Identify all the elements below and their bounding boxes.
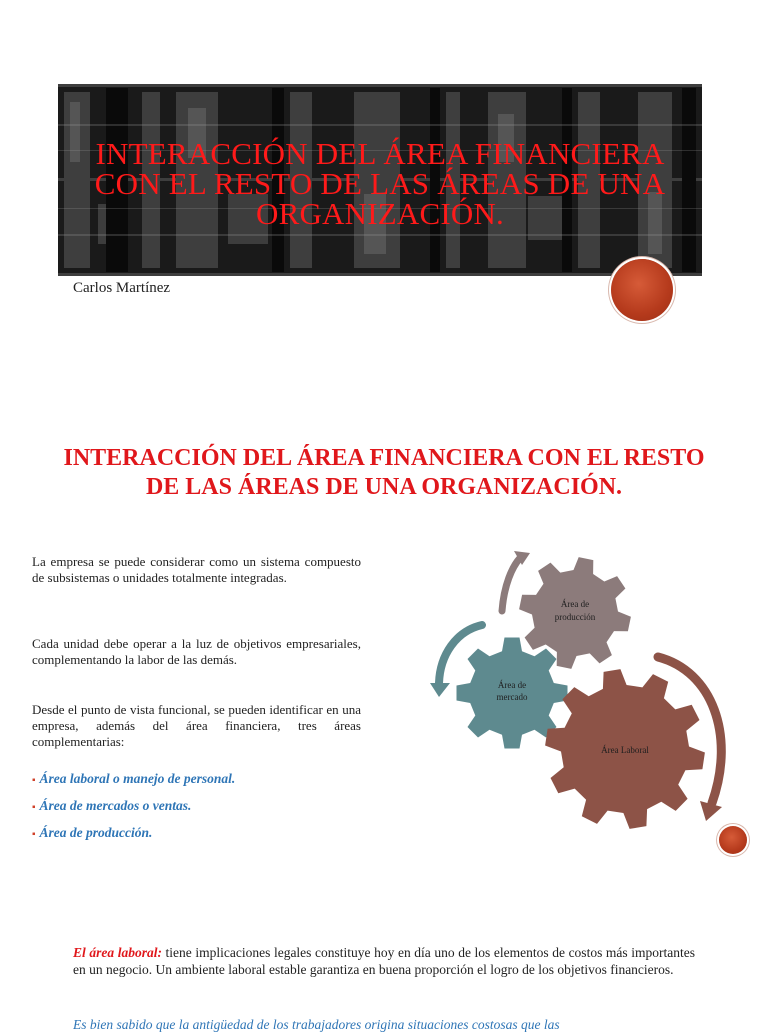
gears-diagram	[420, 545, 740, 835]
paragraph: La empresa se puede considerar como un sistema compuesto de subsistemas o unidades totalmente integradas.	[32, 554, 361, 585]
arrow-mercado-head-icon	[430, 683, 450, 697]
areas-list	[32, 771, 372, 852]
gear-mercado-label: Área de	[497, 680, 527, 690]
decorative-circle-icon	[611, 259, 673, 321]
paragraph: Desde el punto de vista funcional, se pueden identificar en una empresa, además del área financiera, tres áreas complementarias:	[32, 702, 361, 749]
gear-produccion-label: Área de	[560, 599, 590, 609]
bullet-icon: ▪	[32, 802, 36, 813]
paragraph: Cada unidad debe operar a la luz de objetivos empresariales, complementando la labor de las demás.	[32, 636, 361, 667]
laboral-text: tiene implicaciones legales constituye hoy en día uno de los elementos de costos más importantes en un negocio. Un ambiente laboral estable garantiza en buena proporción el logro de los objetivos financieros.	[73, 944, 695, 977]
bullet-icon: ▪	[32, 829, 36, 840]
section-title: INTERACCIÓN DEL ÁREA FINANCIERA CON EL RESTO DE LAS ÁREAS DE UNA ORGANIZACIÓN.	[63, 445, 705, 500]
gear-produccion-label: producción	[554, 612, 596, 622]
arrow-laboral-head-icon	[700, 801, 722, 821]
list-item-label: Área laboral o manejo de personal.	[39, 771, 236, 786]
author-name: Carlos Martínez	[73, 280, 171, 296]
laboral-label: El área laboral:	[73, 944, 162, 960]
list-item-label: Área de producción.	[39, 825, 153, 840]
arrow-produccion-icon	[502, 558, 520, 611]
decorative-circle-icon	[719, 826, 747, 854]
banner-title: INTERACCIÓN DEL ÁREA FINANCIERA CON EL RESTO DE LAS ÁREAS DE UNA ORGANIZACIÓN.	[94, 136, 666, 231]
gear-mercado-label: mercado	[496, 692, 528, 702]
list-item	[32, 771, 372, 789]
laboral-paragraph	[73, 944, 695, 978]
list-item	[32, 825, 372, 843]
list-item	[32, 798, 372, 816]
gear-laboral-label: Área Laboral	[601, 745, 649, 755]
cut-off-line: Es bien sabido que la antigüedad de los trabajadores origina situaciones costosas que las	[73, 1017, 560, 1032]
bullet-icon: ▪	[32, 775, 36, 786]
title-banner	[58, 84, 702, 276]
list-item-label: Área de mercados o ventas.	[39, 798, 192, 813]
